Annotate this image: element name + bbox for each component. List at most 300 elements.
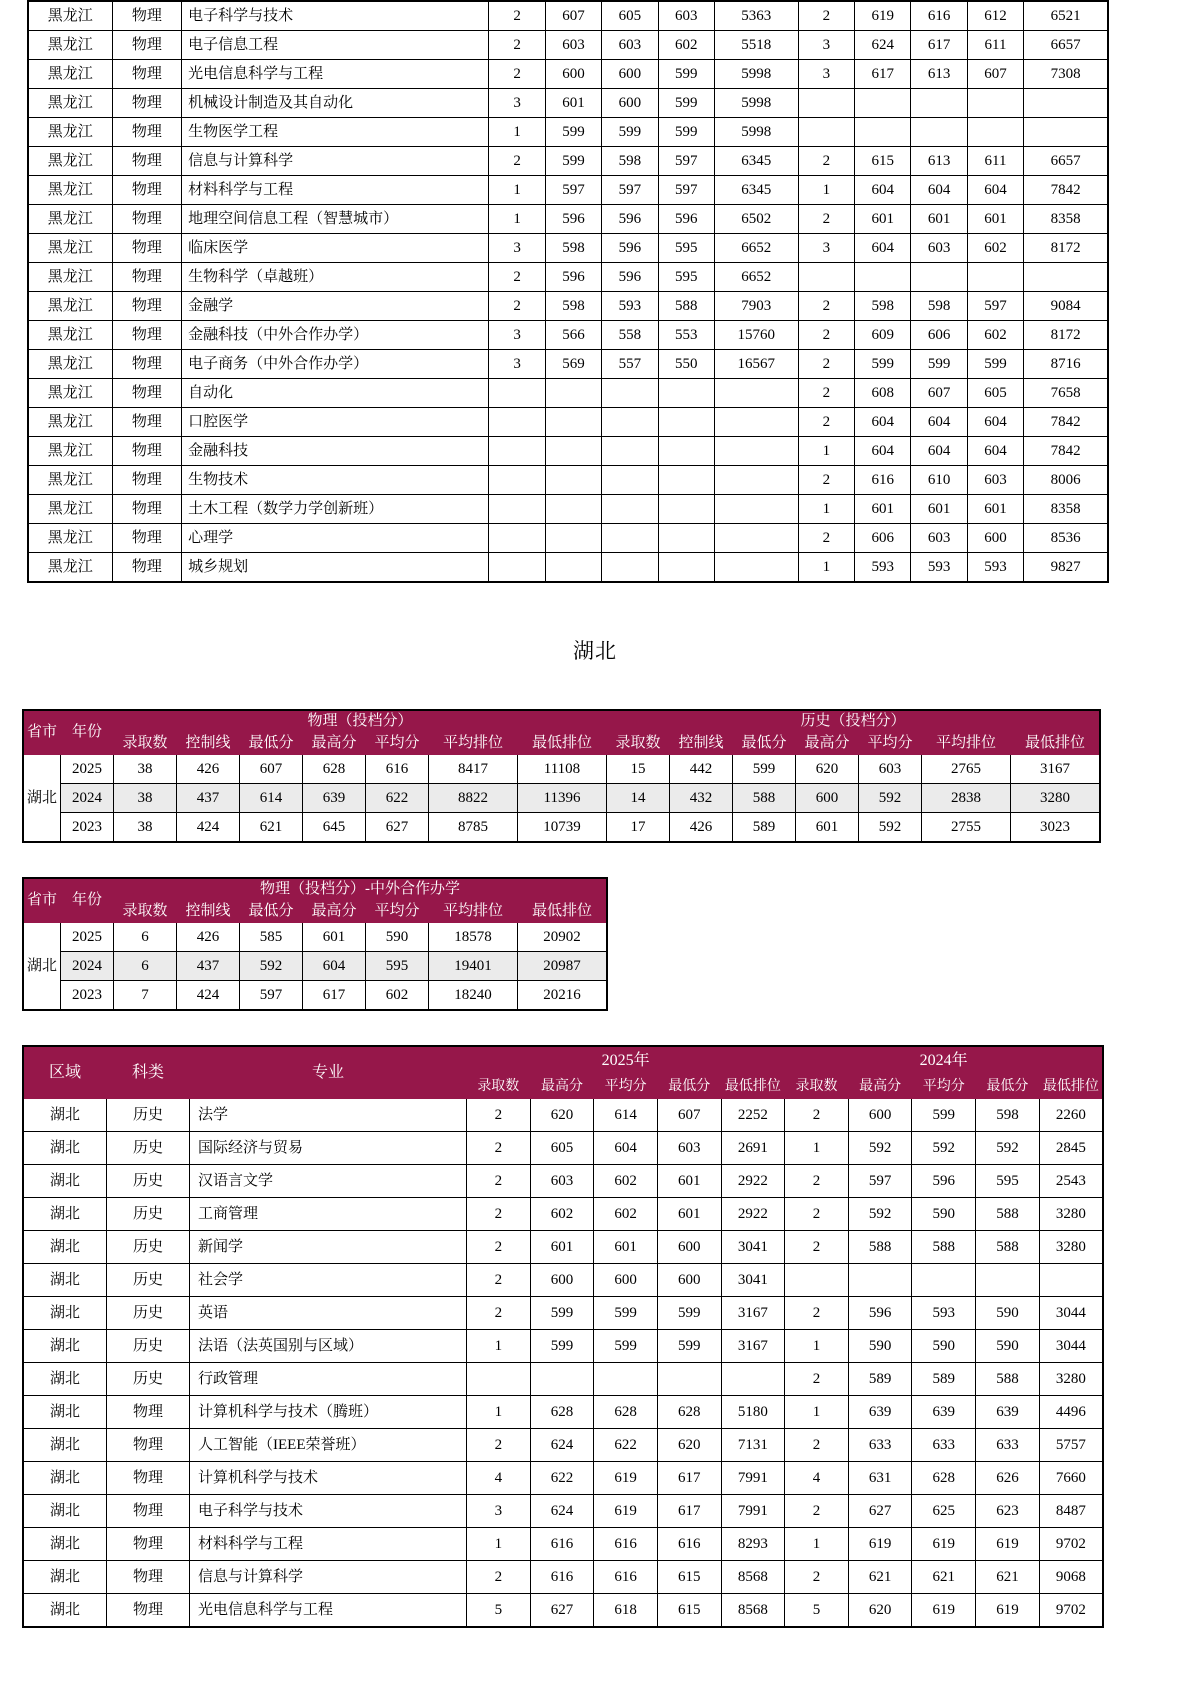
cell-area: 湖北 — [23, 1231, 107, 1264]
cell-h_n: 17 — [607, 813, 670, 843]
cell-region: 黑龙江 — [28, 205, 112, 234]
cell-2025-min — [658, 466, 714, 495]
cell-2025-min: 599 — [658, 89, 714, 118]
cell-2025-avg — [602, 524, 658, 553]
cell-2024-min — [967, 263, 1023, 292]
cell-2024-count: 2 — [798, 205, 854, 234]
cell-2025-rank: 5363 — [715, 1, 799, 31]
cell-2024-rank: 8172 — [1024, 321, 1108, 350]
cell-2025-count: 1 — [489, 205, 545, 234]
cell-2025-avg: 597 — [602, 176, 658, 205]
table-row — [23, 784, 1100, 813]
cell-2024-rank: 2260 — [1039, 1099, 1103, 1132]
cell-kind: 物理 — [107, 1429, 190, 1462]
cell-subject: 物理 — [112, 147, 182, 176]
cell-2024-rank: 6657 — [1024, 147, 1108, 176]
cell-p_min: 607 — [240, 755, 303, 784]
cell-2024-min: 621 — [976, 1561, 1040, 1594]
table-row — [23, 1528, 1103, 1561]
hubei-summary-head — [23, 710, 1100, 755]
heilongjiang-majors-table — [27, 0, 1109, 583]
cell-p-minrank: 10739 — [518, 813, 607, 843]
cell-p_min: 621 — [240, 813, 303, 843]
cell-kind: 物理 — [107, 1594, 190, 1628]
summary-group-physics: 物理（投档分） — [114, 710, 607, 733]
table-row — [23, 813, 1100, 843]
cell-2025-max — [545, 379, 601, 408]
cell-2024-min: 604 — [967, 408, 1023, 437]
cell-2025-max: 622 — [530, 1462, 594, 1495]
cell-2024-min: 605 — [967, 379, 1023, 408]
cell-subject: 物理 — [112, 31, 182, 60]
cell-region: 黑龙江 — [28, 553, 112, 583]
cell-2024-max — [848, 1264, 912, 1297]
cell-2025-avg: 603 — [602, 31, 658, 60]
cell-2024-max: 596 — [848, 1297, 912, 1330]
table-row — [28, 408, 1108, 437]
cell-p_line: 426 — [177, 755, 240, 784]
cell-2024-avg: 613 — [911, 147, 967, 176]
cell-2024-count: 2 — [785, 1231, 849, 1264]
cell-kind: 历史 — [107, 1297, 190, 1330]
cell-2024-count: 1 — [798, 176, 854, 205]
coop-sub-6: 最低排位 — [518, 901, 608, 923]
cell-2025-count: 2 — [467, 1099, 531, 1132]
cell-avg: 602 — [366, 981, 429, 1011]
detail-sub-a-0: 录取数 — [467, 1076, 531, 1099]
cell-area: 湖北 — [23, 1198, 107, 1231]
cell-region: 黑龙江 — [28, 1, 112, 31]
cell-2024-max: 601 — [855, 495, 911, 524]
table-row — [28, 60, 1108, 89]
cell-2024-count: 1 — [798, 553, 854, 583]
cell-2025-rank — [715, 495, 799, 524]
cell-province: 湖北 — [23, 755, 61, 843]
hubei-major-detail-table — [22, 1045, 1104, 1628]
cell-2025-rank: 2922 — [721, 1165, 785, 1198]
cell-2024-max: 619 — [848, 1528, 912, 1561]
cell-2025-max: 628 — [530, 1396, 594, 1429]
cell-kind: 历史 — [107, 1165, 190, 1198]
cell-2024-avg: 604 — [911, 437, 967, 466]
cell-2025-rank: 3041 — [721, 1264, 785, 1297]
cell-h_n: 15 — [607, 755, 670, 784]
cell-2024-rank: 6521 — [1024, 1, 1108, 31]
cell-2024-avg: 589 — [912, 1363, 976, 1396]
cell-2025-rank — [715, 437, 799, 466]
cell-line: 426 — [177, 923, 240, 952]
coop-sub-0: 录取数 — [114, 901, 177, 923]
cell-p-minrank: 11396 — [518, 784, 607, 813]
cell-2024-max: 592 — [848, 1132, 912, 1165]
cell-2024-rank: 8172 — [1024, 234, 1108, 263]
cell-2025-count: 1 — [467, 1528, 531, 1561]
cell-2024-rank: 8006 — [1024, 466, 1108, 495]
cell-2024-max: 588 — [848, 1231, 912, 1264]
cell-major: 计算机科学与技术 — [190, 1462, 467, 1495]
cell-2025-min: 615 — [657, 1561, 721, 1594]
detail-sub-b-4: 最低排位 — [1039, 1076, 1103, 1099]
cell-2025-rank: 8568 — [721, 1561, 785, 1594]
summary-header-row-2 — [23, 733, 1100, 755]
cell-kind: 历史 — [107, 1132, 190, 1165]
cell-avg: 590 — [366, 923, 429, 952]
cell-2024-rank: 8536 — [1024, 524, 1108, 553]
cell-major: 口腔医学 — [182, 408, 489, 437]
cell-2025-max: 601 — [530, 1231, 594, 1264]
cell-2025-max: 616 — [530, 1528, 594, 1561]
cell-2025-min: 616 — [657, 1528, 721, 1561]
cell-h_line: 426 — [670, 813, 733, 843]
cell-2024-max: 624 — [855, 31, 911, 60]
cell-2024-count: 2 — [798, 1, 854, 31]
cell-2025-count: 3 — [489, 350, 545, 379]
cell-2024-min: 626 — [976, 1462, 1040, 1495]
cell-2024-min: 592 — [976, 1132, 1040, 1165]
cell-2025-rank: 8293 — [721, 1528, 785, 1561]
cell-subject: 物理 — [112, 437, 182, 466]
cell-2025-max: 596 — [545, 263, 601, 292]
cell-2025-rank: 2691 — [721, 1132, 785, 1165]
cell-2025-count: 2 — [489, 147, 545, 176]
cell-2024-rank: 7842 — [1024, 408, 1108, 437]
cell-major: 土木工程（数学力学创新班） — [182, 495, 489, 524]
cell-p_line: 424 — [177, 813, 240, 843]
cell-2025-min: 601 — [657, 1165, 721, 1198]
cell-2024-rank: 7308 — [1024, 60, 1108, 89]
cell-2025-max — [530, 1363, 594, 1396]
cell-2025-count: 2 — [489, 292, 545, 321]
cell-p_n: 38 — [114, 755, 177, 784]
cell-2024-avg: 588 — [912, 1231, 976, 1264]
cell-2024-rank: 2543 — [1039, 1165, 1103, 1198]
cell-2025-rank: 3167 — [721, 1297, 785, 1330]
cell-subject: 物理 — [112, 466, 182, 495]
cell-2024-avg: 590 — [912, 1198, 976, 1231]
cell-2025-max — [545, 408, 601, 437]
table-row — [23, 1099, 1103, 1132]
cell-2024-avg: 616 — [911, 1, 967, 31]
cell-major: 信息与计算科学 — [190, 1561, 467, 1594]
cell-2024-min: 588 — [976, 1363, 1040, 1396]
detail-sub-a-1: 最高分 — [530, 1076, 594, 1099]
cell-2024-max — [855, 263, 911, 292]
cell-2024-avg: 621 — [912, 1561, 976, 1594]
cell-major: 社会学 — [190, 1264, 467, 1297]
cell-year: 2024 — [61, 784, 114, 813]
cell-2024-rank — [1024, 118, 1108, 147]
cell-kind: 历史 — [107, 1099, 190, 1132]
cell-2025-max: 607 — [545, 1, 601, 31]
cell-2024-rank: 3280 — [1039, 1198, 1103, 1231]
cell-minrank: 20902 — [518, 923, 608, 952]
cell-2025-avg — [602, 437, 658, 466]
cell-2025-min — [658, 379, 714, 408]
cell-2024-count: 2 — [798, 379, 854, 408]
summary-col-province: 省市 — [23, 710, 61, 755]
cell-2025-max: 605 — [530, 1132, 594, 1165]
cell-2024-avg: 590 — [912, 1330, 976, 1363]
cell-2024-count: 5 — [785, 1594, 849, 1628]
cell-2025-max: 599 — [545, 147, 601, 176]
cell-2024-min: 598 — [976, 1099, 1040, 1132]
cell-2025-avg: 600 — [602, 89, 658, 118]
cell-2025-avg: 614 — [594, 1099, 658, 1132]
cell-region: 黑龙江 — [28, 176, 112, 205]
cell-2024-min: 633 — [976, 1429, 1040, 1462]
cell-2025-rank — [715, 466, 799, 495]
cell-2025-rank: 6345 — [715, 176, 799, 205]
table-row — [23, 1330, 1103, 1363]
cell-2024-rank: 3280 — [1039, 1231, 1103, 1264]
cell-2024-count: 1 — [785, 1528, 849, 1561]
cell-2025-count: 2 — [489, 263, 545, 292]
cell-2024-rank: 9827 — [1024, 553, 1108, 583]
cell-2024-count: 2 — [798, 524, 854, 553]
cell-2024-max: 620 — [848, 1594, 912, 1628]
cell-2024-max: 615 — [855, 147, 911, 176]
cell-2024-max: 604 — [855, 176, 911, 205]
cell-2025-min: 599 — [658, 60, 714, 89]
cell-2024-min: 588 — [976, 1198, 1040, 1231]
cell-2024-max: 598 — [855, 292, 911, 321]
bottom-spacer — [0, 1628, 1190, 1668]
table-row — [23, 1165, 1103, 1198]
cell-2025-rank: 6652 — [715, 263, 799, 292]
cell-2024-max: 633 — [848, 1429, 912, 1462]
cell-2025-count: 3 — [489, 234, 545, 263]
cell-minrank: 20216 — [518, 981, 608, 1011]
table-row — [28, 553, 1108, 583]
cell-major: 光电信息科学与工程 — [190, 1594, 467, 1628]
cell-2025-rank: 2252 — [721, 1099, 785, 1132]
cell-2024-avg: 604 — [911, 176, 967, 205]
cell-h-minrank: 3023 — [1011, 813, 1101, 843]
cell-2025-rank: 15760 — [715, 321, 799, 350]
cell-kind: 物理 — [107, 1396, 190, 1429]
cell-2025-avg — [602, 379, 658, 408]
table-row — [23, 1231, 1103, 1264]
cell-2024-avg: 603 — [911, 524, 967, 553]
cell-h_max: 601 — [796, 813, 859, 843]
cell-2024-count — [798, 89, 854, 118]
hubei-coop-body — [23, 923, 607, 1011]
cell-h_avg: 592 — [859, 784, 922, 813]
cell-2024-min: 619 — [976, 1528, 1040, 1561]
cell-major: 新闻学 — [190, 1231, 467, 1264]
cell-major: 材料科学与工程 — [182, 176, 489, 205]
summary-sub-history-2: 最低分 — [733, 733, 796, 755]
cell-2025-avg: 618 — [594, 1594, 658, 1628]
table-row — [28, 31, 1108, 60]
table-row — [23, 1462, 1103, 1495]
cell-2024-min: 597 — [967, 292, 1023, 321]
cell-2024-count: 2 — [798, 408, 854, 437]
cell-2024-count: 2 — [785, 1198, 849, 1231]
cell-2024-max: 589 — [848, 1363, 912, 1396]
summary-sub-history-1: 控制线 — [670, 733, 733, 755]
cell-2024-avg: 613 — [911, 60, 967, 89]
cell-min: 585 — [240, 923, 303, 952]
cell-2024-avg: 599 — [911, 350, 967, 379]
cell-2025-max: 600 — [545, 60, 601, 89]
cell-2025-rank — [721, 1363, 785, 1396]
cell-2024-rank: 7658 — [1024, 379, 1108, 408]
cell-2024-avg: 619 — [912, 1594, 976, 1628]
cell-h-avgrank: 2755 — [922, 813, 1011, 843]
cell-area: 湖北 — [23, 1561, 107, 1594]
cell-2025-avg: 600 — [594, 1264, 658, 1297]
cell-2024-rank: 8487 — [1039, 1495, 1103, 1528]
cell-2025-min — [658, 495, 714, 524]
cell-2025-max: 596 — [545, 205, 601, 234]
table-row — [28, 524, 1108, 553]
cell-avgrank: 19401 — [429, 952, 518, 981]
cell-kind: 历史 — [107, 1363, 190, 1396]
cell-2025-count — [489, 408, 545, 437]
cell-2025-avg: 599 — [594, 1330, 658, 1363]
cell-2024-avg: 625 — [912, 1495, 976, 1528]
cell-2024-rank: 5757 — [1039, 1429, 1103, 1462]
cell-2024-count: 2 — [798, 292, 854, 321]
cell-h_min: 588 — [733, 784, 796, 813]
cell-area: 湖北 — [23, 1429, 107, 1462]
cell-area: 湖北 — [23, 1462, 107, 1495]
cell-2025-count: 1 — [467, 1330, 531, 1363]
cell-2025-rank: 5518 — [715, 31, 799, 60]
cell-p_n: 38 — [114, 784, 177, 813]
cell-subject: 物理 — [112, 524, 182, 553]
cell-2024-min: 601 — [967, 495, 1023, 524]
cell-2024-max: 599 — [855, 350, 911, 379]
cell-year: 2024 — [61, 952, 114, 981]
cell-2025-rank: 7131 — [721, 1429, 785, 1462]
cell-2024-count: 1 — [798, 437, 854, 466]
detail-sub-b-2: 平均分 — [912, 1076, 976, 1099]
cell-2024-count: 1 — [785, 1132, 849, 1165]
cell-n: 6 — [114, 952, 177, 981]
cell-2024-max: 601 — [855, 205, 911, 234]
cell-2025-max: 624 — [530, 1429, 594, 1462]
cell-2024-min: 611 — [967, 31, 1023, 60]
cell-2025-avg: 601 — [594, 1231, 658, 1264]
cell-major: 英语 — [190, 1297, 467, 1330]
cell-kind: 物理 — [107, 1561, 190, 1594]
cell-2025-count: 3 — [467, 1495, 531, 1528]
province-title: 湖北 — [573, 640, 617, 663]
cell-2025-avg — [602, 553, 658, 583]
cell-2025-min: 595 — [658, 234, 714, 263]
cell-2024-count: 2 — [785, 1429, 849, 1462]
cell-2024-max — [855, 118, 911, 147]
cell-min: 597 — [240, 981, 303, 1011]
cell-2024-max: 604 — [855, 234, 911, 263]
cell-2024-count: 3 — [798, 60, 854, 89]
cell-2025-rank — [715, 524, 799, 553]
cell-2025-count: 2 — [489, 60, 545, 89]
cell-2024-rank: 9702 — [1039, 1528, 1103, 1561]
cell-subject: 物理 — [112, 408, 182, 437]
cell-2024-rank: 3280 — [1039, 1363, 1103, 1396]
coop-col-province: 省市 — [23, 878, 61, 923]
table-row — [28, 379, 1108, 408]
cell-2024-rank: 7842 — [1024, 437, 1108, 466]
detail-head — [23, 1046, 1103, 1099]
summary-sub-history-5: 平均排位 — [922, 733, 1011, 755]
cell-region: 黑龙江 — [28, 147, 112, 176]
table-row — [23, 1132, 1103, 1165]
cell-2025-count: 4 — [467, 1462, 531, 1495]
cell-2025-rank: 6652 — [715, 234, 799, 263]
cell-subject: 物理 — [112, 379, 182, 408]
cell-line: 437 — [177, 952, 240, 981]
cell-major: 生物医学工程 — [182, 118, 489, 147]
cell-2025-min — [658, 553, 714, 583]
cell-area: 湖北 — [23, 1528, 107, 1561]
cell-2025-min: 602 — [658, 31, 714, 60]
detail-group-2024: 2024年 — [785, 1046, 1103, 1076]
cell-p-avgrank: 8785 — [429, 813, 518, 843]
cell-2025-min: 595 — [658, 263, 714, 292]
cell-2025-min: 603 — [657, 1132, 721, 1165]
cell-2024-count — [785, 1264, 849, 1297]
cell-2025-count — [489, 379, 545, 408]
coop-group-title: 物理（投档分）-中外合作办学 — [114, 878, 608, 901]
cell-2024-avg: 598 — [911, 292, 967, 321]
cell-2025-min: 599 — [657, 1330, 721, 1363]
cell-subject: 物理 — [112, 321, 182, 350]
summary-sub-physics-5: 平均排位 — [429, 733, 518, 755]
cell-2025-min: 628 — [657, 1396, 721, 1429]
cell-p_avg: 627 — [366, 813, 429, 843]
cell-2024-max: 608 — [855, 379, 911, 408]
cell-area: 湖北 — [23, 1495, 107, 1528]
cell-min: 592 — [240, 952, 303, 981]
cell-major: 机械设计制造及其自动化 — [182, 89, 489, 118]
cell-2025-avg: 605 — [602, 1, 658, 31]
cell-2025-rank — [715, 553, 799, 583]
cell-2025-max: 597 — [545, 176, 601, 205]
table-row — [28, 1, 1108, 31]
cell-2025-max: 601 — [545, 89, 601, 118]
cell-2024-rank: 8358 — [1024, 205, 1108, 234]
cell-2025-avg: 596 — [602, 263, 658, 292]
cell-2025-avg: 622 — [594, 1429, 658, 1462]
cell-2025-min: 599 — [657, 1297, 721, 1330]
cell-region: 黑龙江 — [28, 408, 112, 437]
cell-2024-min: 604 — [967, 437, 1023, 466]
cell-kind: 历史 — [107, 1330, 190, 1363]
cell-2024-min: 612 — [967, 1, 1023, 31]
heilongjiang-majors-body — [28, 1, 1108, 582]
cell-year: 2025 — [61, 755, 114, 784]
cell-2025-avg — [602, 466, 658, 495]
cell-2024-count — [798, 118, 854, 147]
cell-h_avg: 603 — [859, 755, 922, 784]
cell-major: 行政管理 — [190, 1363, 467, 1396]
table-row — [23, 1363, 1103, 1396]
summary-sub-history-0: 录取数 — [607, 733, 670, 755]
cell-2024-min: 601 — [967, 205, 1023, 234]
cell-2024-rank: 8716 — [1024, 350, 1108, 379]
cell-kind: 历史 — [107, 1198, 190, 1231]
cell-2025-count: 2 — [489, 1, 545, 31]
cell-2024-min: 599 — [967, 350, 1023, 379]
cell-2024-min: 603 — [967, 466, 1023, 495]
cell-major: 电子商务（中外合作办学） — [182, 350, 489, 379]
cell-max: 604 — [303, 952, 366, 981]
cell-h_max: 620 — [796, 755, 859, 784]
